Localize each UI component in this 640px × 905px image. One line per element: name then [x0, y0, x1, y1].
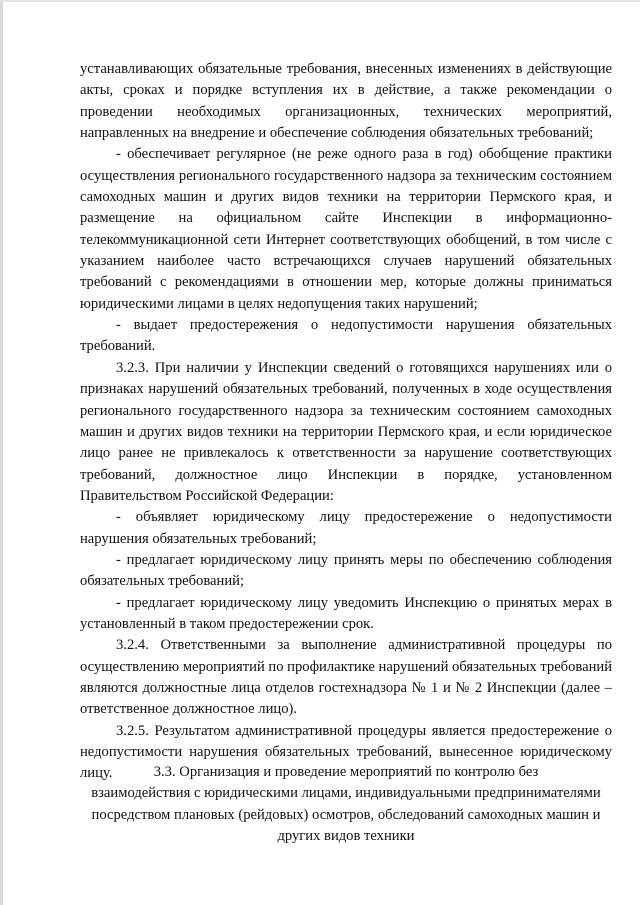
- paragraph-3-2-4: 3.2.4. Ответственными за выполнение административной процедуры по осуществлению мероприятий по профилактике нарушений обязательных требований являются должностные лица отделов гостехнадзора № 1 и № 2 Инспекции (далее – ответственное должностное лицо).: [80, 637, 612, 718]
- paragraph-continuation: устанавливающих обязательные требования, внесенных изменениях в действующие акты, сроках и порядке вступления их в действие, а также рекомендации о проведении необходимых организационных, технических мероприятий, направленных на внедрение и обеспечение соблюдения обязательных требований;: [80, 61, 612, 142]
- scan-edge-top: [0, 0, 640, 2]
- section-heading-3-3: [78, 762, 614, 847]
- scan-edge-left: [0, 0, 3, 905]
- paragraph-3-2-3: 3.2.3. При наличии у Инспекции сведений о готовящихся нарушениях или о признаках нарушений обязательных требований, полученных в ходе осуществления регионального государственного надзора за техническим состоянием самоходных машин и других видов техники на территории Пермского края, и если юридическое лицо ранее не привлекалось к ответственности за нарушение соответствующих требований, должностное лицо Инспекции в порядке, установленном Правительством Российской Федерации:: [80, 359, 612, 504]
- heading-line: других видов техники: [277, 828, 415, 845]
- paragraph-generalization: - обеспечивает регулярное (не реже одного раза в год) обобщение практики осуществления регионального государственного надзора за техническим состоянием самоходных машин и других видов техники на территории Пермского края, и размещение на официальном сайте Инспекции в информационно-телекоммуникационной сети Интернет соответствующих обобщений, в том числе с указанием наиболее часто встречающихся случаев нарушений обязательных требований с рекомендациями в отношении мер, которые должны приниматься юридическими лицами в целях недопущения таких нарушений;: [80, 146, 612, 312]
- document-body: [80, 59, 612, 785]
- heading-line: 3.3. Организация и проведение мероприятий по контролю без: [153, 764, 539, 780]
- paragraph-warnings: - выдает предостережения о недопустимости нарушения обязательных требований.: [80, 317, 612, 355]
- heading-line: посредством плановых (рейдовых) осмотров, обследований самоходных машин и: [91, 806, 601, 823]
- paragraph-3-2-5: 3.2.5. Результатом административной процедуры является предостережение о недопустимости нарушения обязательных требований, вынесенное юридическому лицу.: [80, 722, 612, 782]
- paragraph-declares-warning: - объявляет юридическому лицу предостережение о недопустимости нарушения обязательных требований;: [80, 509, 612, 547]
- paragraph-proposes-notify: - предлагает юридическому лицу уведомить Инспекцию о принятых мерах в установленный в таком предостережении срок.: [80, 594, 612, 632]
- paragraph-proposes-measures: - предлагает юридическому лицу принять меры по обеспечению соблюдения обязательных требований;: [80, 551, 612, 590]
- heading-line: взаимодействия с юридическими лицами, индивидуальными предпринимателями: [91, 785, 601, 802]
